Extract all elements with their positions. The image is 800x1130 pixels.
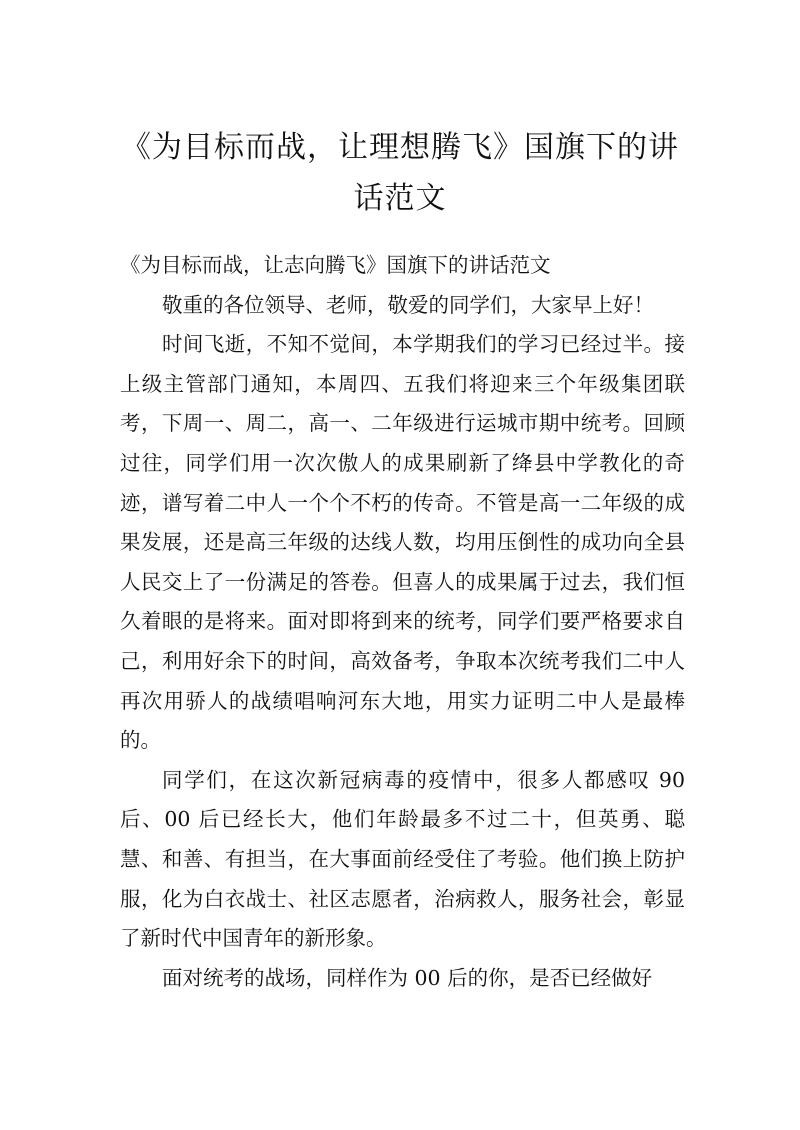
paragraph-epidemic: 同学们，在这次新冠病毒的疫情中，很多人都感叹 90 后、00 后已经长大，他们年龄最多不过二十，但英勇、聪慧、和善、有担当，在大事面前经受住了考验。他们换上防护服，化为白衣战士、社区志愿者，治病救人，服务社会，彰显了新时代中国青年的新形象。 [120, 767, 685, 951]
document-title: 《为目标而战，让理想腾飞》国旗下的讲话范文 [121, 130, 679, 216]
paragraph-exam-notice: 时间飞逝，不知不觉间，本学期我们的学习已经过半。接上级主管部门通知，本周四、五我们将迎来三个年级集团联考，下周一、周二，高一、二年级进行运城市期中统考。回顾过往，同学们用一次次傲人的成果刷新了绛县中学教化的奇迹，谱写着二中人一个个不朽的传奇。不管是高一二年级的成果发展，还是高三年级的达线人数，均用压倒性的成功向全县人民交上了一份满足的答卷。但喜人的成果属于过去，我们恒久着眼的是将来。面对即将到来的统考，同学们要严格要求自己，利用好余下的时间，高效备考，争取本次统考我们二中人再次用骄人的战绩唱响河东大地，用实力证明二中人是最棒的。 [120, 332, 685, 753]
paragraph-challenge: 面对统考的战场，同样作为 00 后的你，是否已经做好 [162, 965, 653, 990]
document-body [120, 246, 685, 998]
paragraph-greeting: 敬重的各位领导、老师，敬爱的同学们，大家早上好！ [162, 292, 654, 317]
document-subtitle: 《为目标而战，让志向腾飞》国旗下的讲话范文 [120, 253, 551, 277]
